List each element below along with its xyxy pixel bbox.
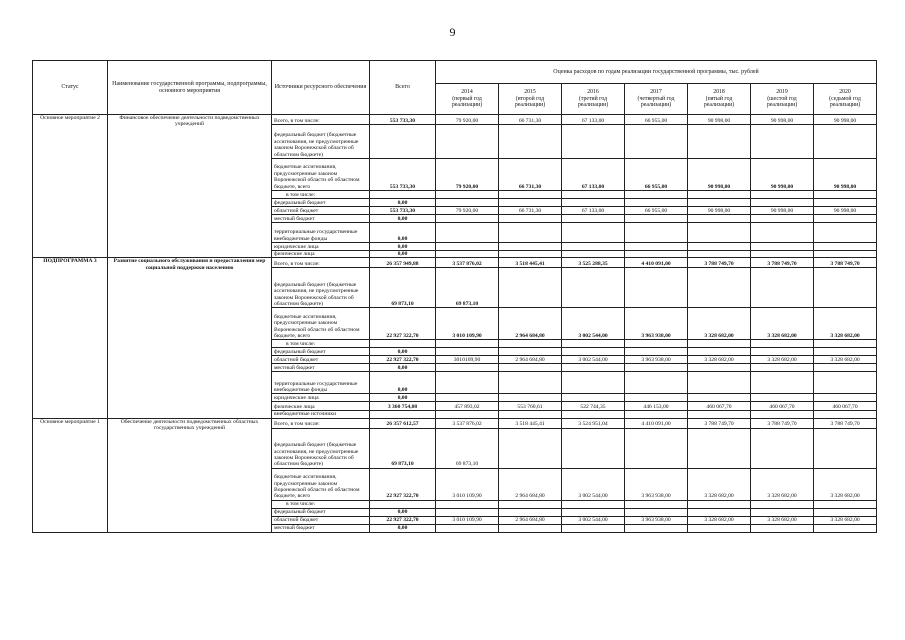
funding-source: внебюджетные источники: [272, 411, 370, 418]
year-value-cell: 3 963 938,00: [625, 308, 688, 340]
total-cell: [370, 340, 436, 348]
year-value-cell: 69 873,10: [436, 428, 499, 468]
year-value-cell: [751, 223, 814, 243]
year-value-cell: [688, 199, 751, 207]
year-value-cell: [625, 411, 688, 418]
year-value-cell: [625, 223, 688, 243]
year-value-cell: [688, 223, 751, 243]
year-value-cell: 3 788 749,70: [751, 258, 814, 268]
year-value-cell: 3 328 682,00: [688, 356, 751, 364]
total-cell: 0,00: [370, 364, 436, 372]
row-program-name: Развитие социального обслуживания и предоставления мер социальной поддержки населению: [108, 258, 272, 418]
year-value-cell: [688, 394, 751, 402]
year-value-cell: 460 067,70: [814, 402, 877, 411]
year-value-cell: 2 964 684,80: [499, 468, 562, 500]
year-value-cell: [751, 251, 814, 258]
funding-source: федеральный бюджет: [272, 348, 370, 356]
year-value-cell: [499, 243, 562, 251]
year-value-cell: 2 964 684,80: [499, 516, 562, 524]
header-year: [814, 84, 877, 115]
year-value-cell: 2 964 684,80: [499, 356, 562, 364]
year-value-cell: [814, 372, 877, 394]
year-value-cell: [751, 411, 814, 418]
year-value-cell: [625, 191, 688, 199]
year-value-cell: 90 998,00: [751, 159, 814, 191]
year-value-cell: 522 744,35: [562, 402, 625, 411]
total-cell: 0,00: [370, 508, 436, 516]
year-value-cell: [499, 215, 562, 223]
year-value-cell: 66 731,30: [499, 207, 562, 215]
row-program-name: Обеспечение деятельности подведомственных областных государственных учреждений: [108, 418, 272, 532]
row-program-name: Финансовое обеспечение деятельности подведомственных учреждений: [108, 115, 272, 258]
header-year: [436, 84, 499, 115]
year-value-cell: [499, 125, 562, 159]
year-value-cell: [814, 428, 877, 468]
year-value-cell: 90 998,00: [751, 207, 814, 215]
year-value-cell: 3 963 938,00: [625, 516, 688, 524]
table-row: [33, 115, 877, 125]
funding-source: бюджетные ассигнования, предусмотренные законом Воронежской области об областном бюджете, всего: [272, 308, 370, 340]
year-value-cell: [499, 268, 562, 308]
funding-source: в том числе:: [272, 500, 370, 508]
header-year-number: 2016: [587, 89, 599, 96]
year-value-cell: [814, 524, 877, 532]
year-value-cell: [751, 340, 814, 348]
year-value-cell: 4 410 091,00: [625, 258, 688, 268]
year-value-cell: [436, 125, 499, 159]
year-value-cell: [688, 364, 751, 372]
year-value-cell: [814, 268, 877, 308]
year-value-cell: [688, 251, 751, 258]
year-value-cell: [562, 394, 625, 402]
funding-source: Всего, в том числе:: [272, 418, 370, 428]
year-value-cell: [436, 524, 499, 532]
year-value-cell: 3 518 445,41: [499, 418, 562, 428]
year-value-cell: [625, 372, 688, 394]
row-status: Основное мероприятие 1: [33, 418, 108, 532]
year-value-cell: [688, 125, 751, 159]
year-value-cell: [625, 348, 688, 356]
header-year-number: 2020: [839, 89, 851, 96]
year-value-cell: [436, 372, 499, 394]
funding-source: областной бюджет: [272, 356, 370, 364]
year-value-cell: [625, 508, 688, 516]
total-cell: 0,00: [370, 524, 436, 532]
year-value-cell: 3 010 109,90: [436, 468, 499, 500]
total-cell: 0,00: [370, 251, 436, 258]
funding-source: областной бюджет: [272, 207, 370, 215]
funding-source: бюджетные ассигнования, предусмотренные законом Воронежской области об областном бюджете, всего: [272, 468, 370, 500]
year-value-cell: 3 010 109,90: [436, 308, 499, 340]
year-value-cell: [436, 215, 499, 223]
header-year: [751, 84, 814, 115]
funding-source: бюджетные ассигнования, предусмотренные законом Воронежской области об областном бюджете, всего: [272, 159, 370, 191]
year-value-cell: 3 010 109,90: [436, 516, 499, 524]
year-value-cell: 3 788 749,70: [814, 258, 877, 268]
year-value-cell: [751, 268, 814, 308]
year-value-cell: [751, 348, 814, 356]
year-value-cell: [751, 199, 814, 207]
year-value-cell: [688, 348, 751, 356]
year-value-cell: [688, 411, 751, 418]
year-value-cell: 67 133,00: [562, 159, 625, 191]
header-year: [688, 84, 751, 115]
year-value-cell: [436, 411, 499, 418]
year-value-cell: [499, 348, 562, 356]
year-value-cell: [436, 508, 499, 516]
year-value-cell: [436, 191, 499, 199]
year-value-cell: [562, 411, 625, 418]
year-value-cell: [688, 524, 751, 532]
total-cell: 0,00: [370, 215, 436, 223]
year-value-cell: [436, 251, 499, 258]
year-value-cell: 90 998,00: [688, 115, 751, 125]
year-value-cell: 3 328 682,00: [688, 468, 751, 500]
year-value-cell: 460 067,70: [688, 402, 751, 411]
header-year-label: (третий год реализации): [577, 95, 609, 109]
year-value-cell: 3010109,90: [436, 356, 499, 364]
year-value-cell: [814, 364, 877, 372]
year-value-cell: [562, 428, 625, 468]
year-value-cell: 79 920,00: [436, 115, 499, 125]
row-status: ПОДПРОГРАММА 3: [33, 258, 108, 418]
year-value-cell: 457 893,02: [436, 402, 499, 411]
year-value-cell: [562, 348, 625, 356]
year-value-cell: [499, 191, 562, 199]
header-year-label: (четвертый год реализации): [637, 95, 675, 109]
year-value-cell: [436, 364, 499, 372]
header-year-number: 2019: [776, 89, 788, 96]
year-value-cell: [688, 372, 751, 394]
header-status: Статус: [33, 61, 108, 115]
year-value-cell: [625, 215, 688, 223]
year-value-cell: 3 328 682,00: [751, 468, 814, 500]
year-value-cell: 79 920,00: [436, 207, 499, 215]
funding-source: юридические лица: [272, 243, 370, 251]
year-value-cell: [562, 268, 625, 308]
year-value-cell: [751, 243, 814, 251]
year-value-cell: 3 328 682,00: [751, 516, 814, 524]
year-value-cell: [814, 500, 877, 508]
year-value-cell: 90 998,00: [814, 115, 877, 125]
total-cell: 0,00: [370, 199, 436, 207]
funding-source: федеральный бюджет (бюджетные ассигнования, не предусмотренные законом Воронежской области об областном бюджете): [272, 268, 370, 308]
year-value-cell: 90 998,00: [751, 115, 814, 125]
table-row: [33, 258, 877, 268]
table-row: [33, 418, 877, 428]
year-value-cell: [562, 251, 625, 258]
year-value-cell: [751, 191, 814, 199]
year-value-cell: 3 002 544,00: [562, 516, 625, 524]
total-cell: 0,00: [370, 243, 436, 251]
year-value-cell: 553 760,61: [499, 402, 562, 411]
year-value-cell: [625, 428, 688, 468]
year-value-cell: [625, 251, 688, 258]
year-value-cell: [436, 223, 499, 243]
year-value-cell: 66 955,00: [625, 115, 688, 125]
funding-source: местный бюджет: [272, 215, 370, 223]
year-value-cell: 3 537 876,02: [436, 258, 499, 268]
year-value-cell: 3 518 445,41: [499, 258, 562, 268]
year-value-cell: [499, 364, 562, 372]
total-cell: 22 927 322,70: [370, 516, 436, 524]
year-value-cell: 2 964 684,80: [499, 308, 562, 340]
year-value-cell: [436, 340, 499, 348]
year-value-cell: [814, 348, 877, 356]
year-value-cell: [499, 524, 562, 532]
header-year-label: (пятый год реализации): [703, 95, 735, 109]
funding-source: территориальные государственные внебюджетные фонды: [272, 372, 370, 394]
header-year-label: (шестой год реализации): [766, 95, 798, 109]
funding-source: в том числе:: [272, 340, 370, 348]
year-value-cell: 3 328 682,00: [814, 516, 877, 524]
year-value-cell: 67 133,00: [562, 115, 625, 125]
funding-source: физические лица: [272, 402, 370, 411]
header-year-label: (седьмой год реализации): [829, 95, 861, 109]
year-value-cell: [814, 251, 877, 258]
year-value-cell: 3 328 682,00: [688, 516, 751, 524]
funding-source: областной бюджет: [272, 516, 370, 524]
funding-source: федеральный бюджет: [272, 199, 370, 207]
year-value-cell: 90 998,00: [688, 159, 751, 191]
year-value-cell: [499, 394, 562, 402]
year-value-cell: 3 002 544,00: [562, 308, 625, 340]
year-value-cell: [625, 524, 688, 532]
year-value-cell: 67 133,00: [562, 207, 625, 215]
header-year-label: (второй год реализации): [514, 95, 546, 109]
year-value-cell: [688, 500, 751, 508]
header-year-number: 2017: [650, 89, 662, 96]
year-value-cell: [688, 428, 751, 468]
total-cell: 553 733,30: [370, 115, 436, 125]
year-value-cell: [688, 191, 751, 199]
total-cell: 26 357 949,88: [370, 258, 436, 268]
year-value-cell: [562, 215, 625, 223]
year-value-cell: [562, 340, 625, 348]
year-value-cell: [499, 223, 562, 243]
year-value-cell: [814, 243, 877, 251]
total-cell: [370, 411, 436, 418]
year-value-cell: [751, 394, 814, 402]
year-value-cell: 460 067,70: [751, 402, 814, 411]
year-value-cell: [436, 500, 499, 508]
funding-source: федеральный бюджет (бюджетные ассигнования, не предусмотренные законом Воронежской области об областном бюджете): [272, 125, 370, 159]
total-cell: [370, 500, 436, 508]
year-value-cell: [688, 268, 751, 308]
total-cell: 553 733,30: [370, 159, 436, 191]
year-value-cell: [562, 191, 625, 199]
year-value-cell: [751, 524, 814, 532]
year-value-cell: 3 524 951,04: [562, 418, 625, 428]
year-value-cell: [625, 268, 688, 308]
year-value-cell: 90 998,00: [814, 207, 877, 215]
total-cell: 3 360 754,08: [370, 402, 436, 411]
total-cell: 69 873,10: [370, 428, 436, 468]
year-value-cell: [562, 524, 625, 532]
year-value-cell: [814, 223, 877, 243]
header-year: [625, 84, 688, 115]
year-value-cell: [499, 372, 562, 394]
funding-source: Всего, в том числе:: [272, 115, 370, 125]
year-value-cell: 446 153,00: [625, 402, 688, 411]
year-value-cell: [814, 191, 877, 199]
year-value-cell: 3 328 682,00: [814, 356, 877, 364]
funding-source: Всего, в том числе:: [272, 258, 370, 268]
year-value-cell: [814, 508, 877, 516]
year-value-cell: 69 873,10: [436, 268, 499, 308]
year-value-cell: 3 002 544,00: [562, 356, 625, 364]
year-value-cell: [499, 411, 562, 418]
header-source: Источники ресурсного обеспечения: [272, 61, 370, 115]
total-cell: 0,00: [370, 348, 436, 356]
year-value-cell: [625, 500, 688, 508]
year-value-cell: 90 998,00: [814, 159, 877, 191]
year-value-cell: [751, 364, 814, 372]
year-value-cell: [562, 243, 625, 251]
year-value-cell: [562, 372, 625, 394]
funding-source: в том числе:: [272, 191, 370, 199]
year-value-cell: [562, 223, 625, 243]
year-value-cell: [499, 508, 562, 516]
year-value-cell: 3 963 938,00: [625, 468, 688, 500]
year-value-cell: 3 788 749,70: [688, 258, 751, 268]
year-value-cell: [436, 348, 499, 356]
header-year-number: 2014: [461, 89, 473, 96]
year-value-cell: 66 731,30: [499, 159, 562, 191]
total-cell: 22 927 322,70: [370, 468, 436, 500]
year-value-cell: 3 328 682,00: [814, 468, 877, 500]
year-value-cell: 3 328 682,00: [688, 308, 751, 340]
year-value-cell: 3 537 876,02: [436, 418, 499, 428]
total-cell: 0,00: [370, 223, 436, 243]
year-value-cell: [814, 215, 877, 223]
year-value-cell: 3 002 544,00: [562, 468, 625, 500]
year-value-cell: 3 963 938,00: [625, 356, 688, 364]
year-value-cell: [562, 508, 625, 516]
total-cell: 0,00: [370, 394, 436, 402]
year-value-cell: [688, 508, 751, 516]
year-value-cell: 66 955,00: [625, 207, 688, 215]
total-cell: [370, 191, 436, 199]
funding-source: местный бюджет: [272, 524, 370, 532]
year-value-cell: 3 328 682,00: [751, 356, 814, 364]
year-value-cell: [751, 500, 814, 508]
year-value-cell: [562, 125, 625, 159]
year-value-cell: [751, 428, 814, 468]
year-value-cell: [814, 411, 877, 418]
year-value-cell: 3 328 682,00: [814, 308, 877, 340]
total-cell: 26 357 612,57: [370, 418, 436, 428]
year-value-cell: [625, 340, 688, 348]
header-year: [562, 84, 625, 115]
year-value-cell: 3 328 682,00: [751, 308, 814, 340]
year-value-cell: 3 788 749,70: [814, 418, 877, 428]
header-year: [499, 84, 562, 115]
year-value-cell: [436, 243, 499, 251]
year-value-cell: [814, 394, 877, 402]
year-value-cell: [562, 199, 625, 207]
page-number: 9: [449, 25, 456, 39]
year-value-cell: [499, 340, 562, 348]
year-value-cell: [751, 215, 814, 223]
total-cell: 0,00: [370, 372, 436, 394]
resource-table: [32, 60, 877, 533]
year-value-cell: [688, 340, 751, 348]
year-value-cell: [751, 508, 814, 516]
year-value-cell: [499, 428, 562, 468]
funding-source: федеральный бюджет: [272, 508, 370, 516]
year-value-cell: [814, 340, 877, 348]
year-value-cell: [814, 125, 877, 159]
year-value-cell: [499, 251, 562, 258]
year-value-cell: [751, 125, 814, 159]
year-value-cell: [436, 199, 499, 207]
year-value-cell: [625, 394, 688, 402]
year-value-cell: [499, 199, 562, 207]
header-year-label: (первый год реализации): [451, 95, 483, 109]
row-status: Основное мероприятие 2: [33, 115, 108, 258]
funding-source: федеральный бюджет (бюджетные ассигнования, не предусмотренные законом Воронежской области об областном бюджете): [272, 428, 370, 468]
funding-source: юридические лица: [272, 394, 370, 402]
total-cell: 22 927 322,70: [370, 308, 436, 340]
funding-source: территориальные государственные внебюджетные фонды: [272, 223, 370, 243]
year-value-cell: 90 998,00: [688, 207, 751, 215]
year-value-cell: [562, 500, 625, 508]
funding-source: физические лица: [272, 251, 370, 258]
year-value-cell: 66 955,00: [625, 159, 688, 191]
year-value-cell: 66 731,30: [499, 115, 562, 125]
year-value-cell: 3 788 749,70: [751, 418, 814, 428]
year-value-cell: [688, 215, 751, 223]
year-value-cell: [625, 364, 688, 372]
header-name: Наименование государственной программы, подпрограммы, основного мероприятия: [108, 61, 272, 115]
total-cell: 553 733,30: [370, 207, 436, 215]
year-value-cell: [562, 364, 625, 372]
total-cell: [370, 125, 436, 159]
year-value-cell: [436, 394, 499, 402]
year-value-cell: [499, 500, 562, 508]
year-value-cell: [625, 125, 688, 159]
funding-source: местный бюджет: [272, 364, 370, 372]
year-value-cell: [625, 199, 688, 207]
header-year-number: 2018: [713, 89, 725, 96]
year-value-cell: [625, 243, 688, 251]
year-value-cell: 3 525 288,35: [562, 258, 625, 268]
header-year-number: 2015: [524, 89, 536, 96]
total-cell: 69 873,10: [370, 268, 436, 308]
year-value-cell: 3 788 749,70: [688, 418, 751, 428]
year-value-cell: [751, 372, 814, 394]
year-value-cell: [814, 199, 877, 207]
header-estimate: Оценка расходов по годам реализации государственной программы, тыс. рублей: [436, 61, 877, 84]
total-cell: 22 927 322,70: [370, 356, 436, 364]
year-value-cell: 4 410 091,00: [625, 418, 688, 428]
header-total: Всего: [370, 61, 436, 115]
year-value-cell: [688, 243, 751, 251]
year-value-cell: 79 920,00: [436, 159, 499, 191]
